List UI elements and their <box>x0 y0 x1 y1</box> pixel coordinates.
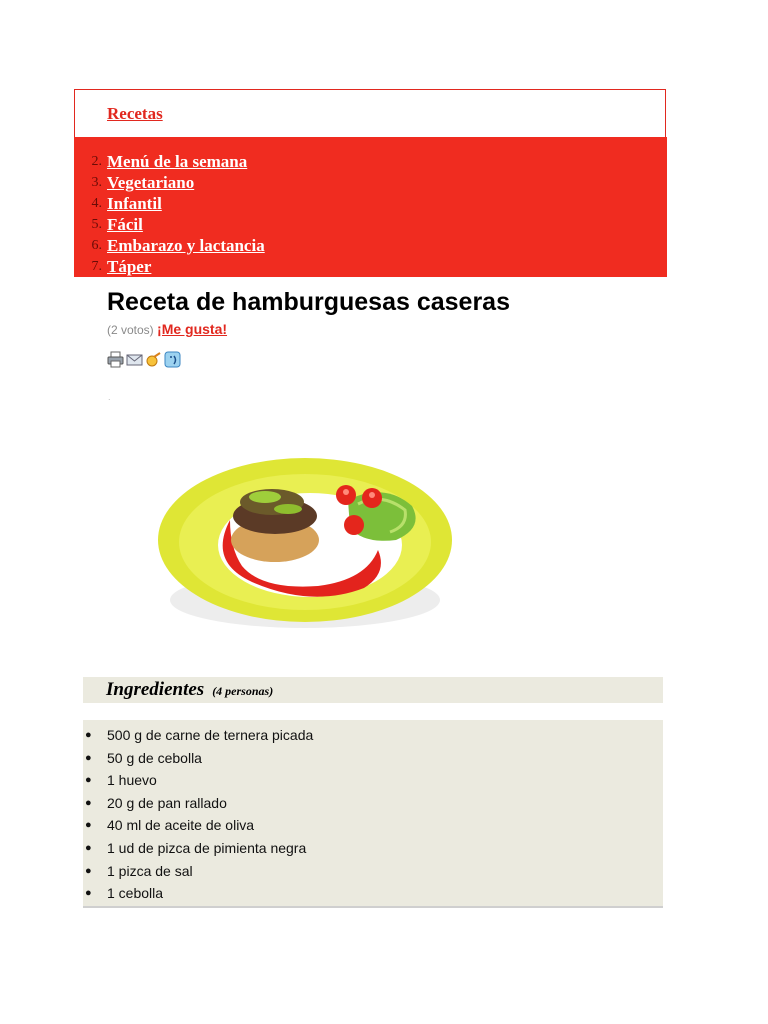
bullet-icon: ● <box>85 864 92 877</box>
ingredient-text: 1 pizca de sal <box>107 862 193 879</box>
ingredient-text: 1 ud de pizca de pimienta negra <box>107 839 307 856</box>
ingredient-text: 1 cebolla <box>107 885 164 902</box>
bullet-icon: ● <box>85 796 92 809</box>
nav-menu <box>74 137 667 277</box>
nav-item-number: 5. <box>91 217 102 232</box>
nav-item-number: 4. <box>91 196 102 211</box>
vote-count: (2 votos) <box>107 323 154 337</box>
nav-item-number: 7. <box>91 259 102 274</box>
bullet-icon: ● <box>85 841 92 854</box>
nav-link-infantil[interactable]: Infantil <box>107 194 162 213</box>
nav-header <box>74 89 666 137</box>
recipe-toolbar <box>107 351 181 368</box>
printer-icon[interactable] <box>107 351 124 368</box>
like-link[interactable]: ¡Me gusta! <box>157 321 228 337</box>
nav-link-vegetariano[interactable]: Vegetariano <box>107 173 195 192</box>
bullet-icon: ● <box>85 751 92 764</box>
nav-link-recetas[interactable]: Recetas <box>107 104 163 123</box>
nav-item-number: 3. <box>91 175 102 190</box>
separator-dot: . <box>108 392 111 402</box>
ingredient-text: 50 g de cebolla <box>107 749 202 766</box>
email-icon[interactable] <box>126 351 143 368</box>
nav-link-facil[interactable]: Fácil <box>107 215 143 234</box>
share-icon[interactable] <box>145 351 162 368</box>
ingredients-list <box>83 720 663 908</box>
ingredient-text: 20 g de pan rallado <box>107 794 227 811</box>
ingredient-text: 40 ml de aceite de oliva <box>107 817 255 834</box>
nav-item-number: 2. <box>91 154 102 169</box>
ingredient-text: 1 huevo <box>107 772 157 789</box>
ingredient-text: 500 g de carne de ternera picada <box>107 727 314 743</box>
bullet-icon: ● <box>85 774 92 787</box>
bullet-icon: ● <box>85 729 92 741</box>
ingredients-title: Ingredientes <box>106 679 205 700</box>
nav-link-taper[interactable]: Táper <box>107 257 152 276</box>
recipe-title: Receta de hamburguesas caseras <box>107 288 510 316</box>
burger-photo <box>150 440 460 640</box>
nav-item-number: 6. <box>91 238 102 253</box>
nav-link-menu-semana[interactable]: Menú de la semana <box>107 152 248 171</box>
vote-line <box>107 321 227 337</box>
nav-link-embarazo[interactable]: Embarazo y lactancia <box>107 236 265 255</box>
smiley-icon[interactable] <box>164 351 181 368</box>
bullet-icon: ● <box>85 819 92 832</box>
ingredients-heading <box>83 677 663 703</box>
servings-label: (4 personas) <box>212 684 274 698</box>
bullet-icon: ● <box>85 887 92 900</box>
